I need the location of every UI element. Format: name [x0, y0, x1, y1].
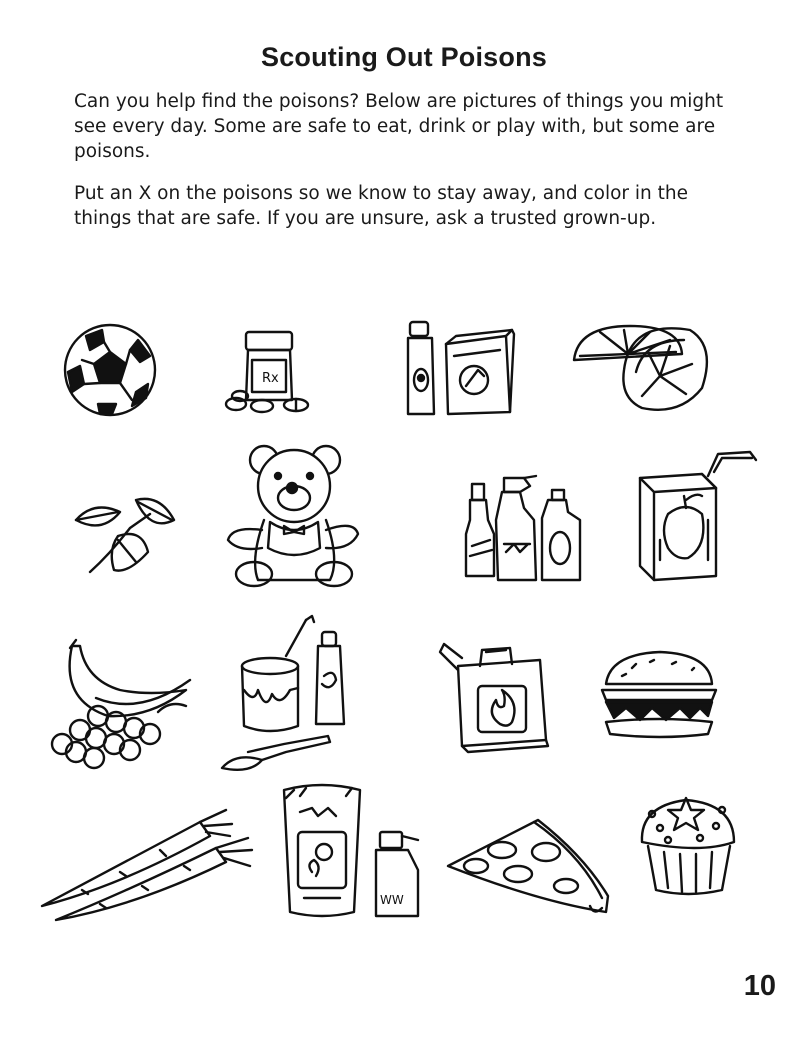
cleaning-bottles-picture[interactable]	[466, 476, 580, 580]
teddy-bear-picture[interactable]	[228, 446, 358, 586]
fertilizer-bag-picture[interactable]	[284, 785, 418, 916]
instructions-paragraph-2: Put an X on the poisons so we know to stay away, and color in the things that are safe. If you are unsure, ask a trusted grown-up.	[74, 183, 689, 229]
hamburger-picture[interactable]	[602, 652, 716, 737]
bananas-and-grapes-picture[interactable]	[52, 640, 190, 768]
spray-label: WW	[380, 893, 404, 907]
paint-can-picture[interactable]	[222, 616, 344, 770]
instructions-paragraph-1: Can you help find the poisons? Below are pictures of things you might see every day. Some are safe to eat, drink or play with, but some are poisons.	[74, 91, 724, 162]
soccer-ball-picture[interactable]	[65, 325, 155, 415]
pizza-slice-picture[interactable]	[448, 820, 608, 912]
apple-juice-box-picture[interactable]	[640, 452, 756, 580]
bug-spray-and-box-picture[interactable]	[408, 322, 514, 414]
medicine-bottle-picture[interactable]	[226, 332, 308, 412]
page-title: Scouting Out Poisons	[261, 42, 547, 72]
carrots-picture[interactable]	[42, 810, 252, 920]
poison-ivy-picture[interactable]	[76, 499, 174, 572]
rx-label: Rx	[262, 371, 279, 386]
cupcake-picture[interactable]	[642, 798, 734, 894]
orange-slices-picture[interactable]	[574, 326, 707, 410]
page-number: 10	[743, 970, 776, 1002]
gasoline-can-picture[interactable]	[440, 644, 548, 752]
